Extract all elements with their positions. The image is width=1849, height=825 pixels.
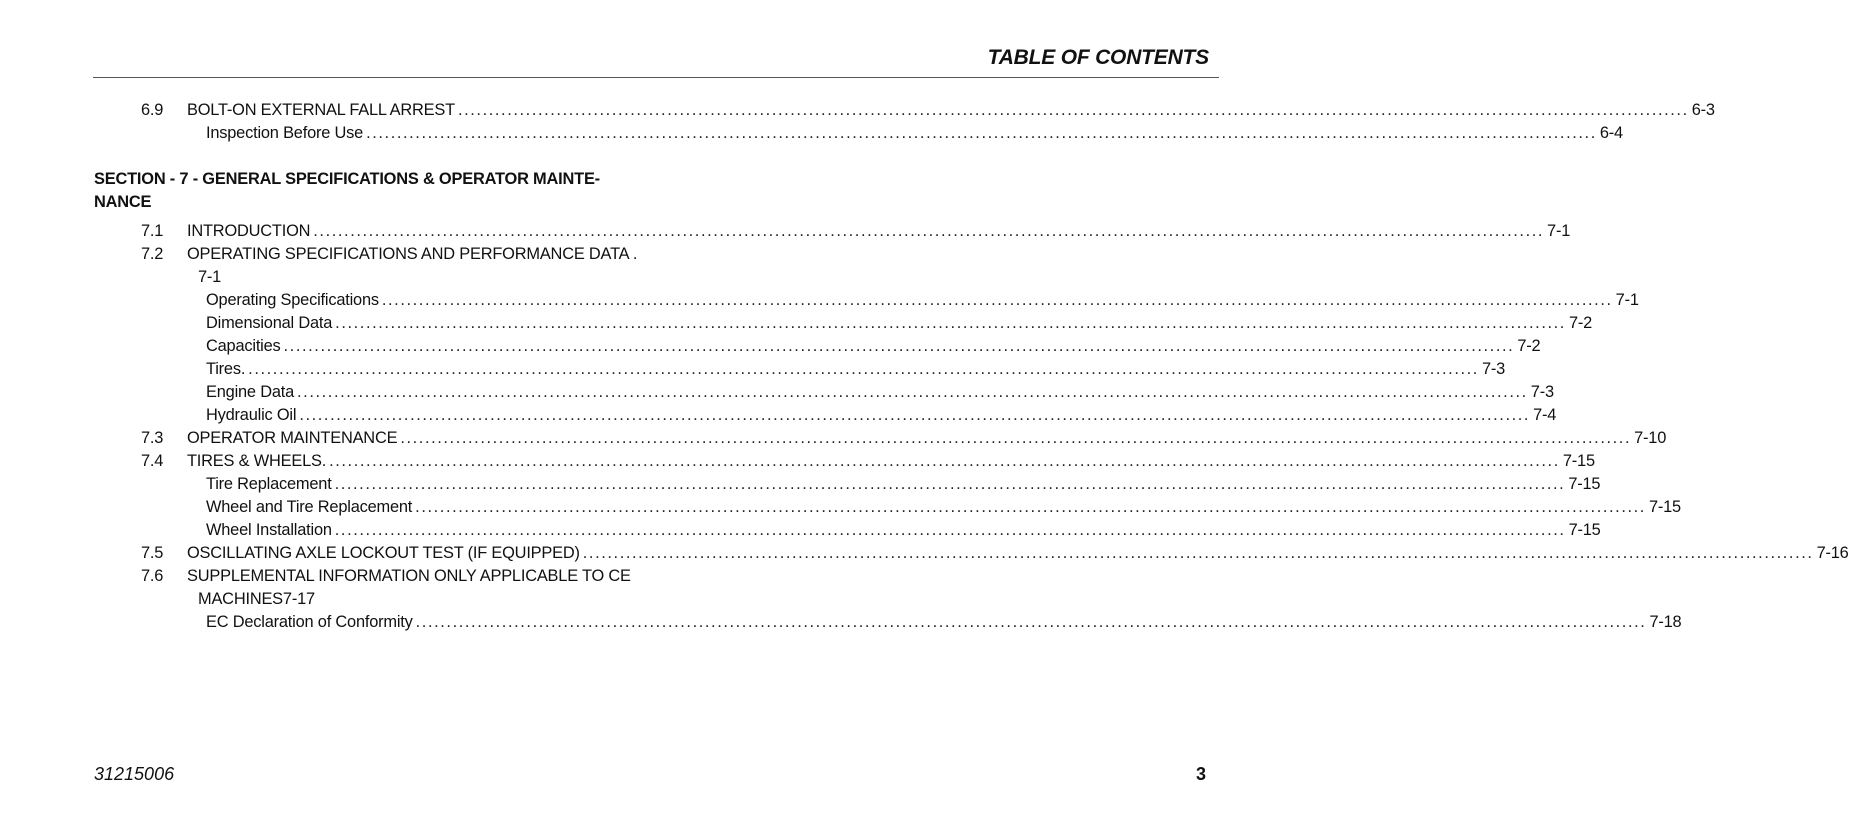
toc-subentry[interactable] xyxy=(94,473,1601,496)
toc-subentry[interactable] xyxy=(94,335,1541,358)
toc-entry-title: EC Declaration of Conformity xyxy=(206,613,413,631)
dot-leader: ........................................................................................................................................................................................................ xyxy=(582,544,1814,562)
toc-entry-page: 6-4 xyxy=(1599,124,1623,142)
toc-entry-number: 7.4 xyxy=(141,452,164,470)
toc-entry-continuation[interactable] xyxy=(94,266,639,289)
page-header-title: TABLE OF CONTENTS xyxy=(987,46,1209,69)
toc-entry-title-continuation: MACHINES7-17 xyxy=(198,590,315,608)
toc-entry-page: 7-16 xyxy=(1816,544,1849,562)
dot-leader: ........................................................................................................................................................................................................ xyxy=(334,521,1566,539)
toc-entry-number: 7.3 xyxy=(141,429,164,447)
toc-entry-page: 7-3 xyxy=(1481,360,1506,378)
dot-leader: ........................................................................................................................................................................................................ xyxy=(313,222,1545,240)
dot-leader: ........................................................................................................................................................................................................ xyxy=(415,498,1646,516)
toc-entry-title: INTRODUCTION xyxy=(187,222,311,240)
toc-entry-title: OPERATOR MAINTENANCE xyxy=(187,429,398,447)
toc-entry-title: Tire Replacement xyxy=(206,475,332,493)
toc-subentry[interactable] xyxy=(94,381,1554,404)
toc-entry-page: 7-15 xyxy=(1648,498,1681,516)
toc-subentry[interactable] xyxy=(94,404,1557,427)
toc-subentry[interactable] xyxy=(94,358,1506,381)
toc-entry-page: 7-10 xyxy=(1634,429,1667,447)
dot-leader: ........................................................................................................................................................................................................ xyxy=(283,337,1515,355)
toc-entry-title: Capacities xyxy=(206,337,281,355)
toc-entry[interactable] xyxy=(94,427,1667,450)
header-rule xyxy=(93,77,1219,78)
toc-entry-title: Operating Specifications xyxy=(206,291,379,309)
toc-subentry[interactable] xyxy=(94,289,1639,312)
toc-entry-page: 7-2 xyxy=(1568,314,1593,332)
table-of-contents xyxy=(94,99,1849,634)
toc-entry-page: 7-15 xyxy=(1562,452,1595,470)
toc-entry-title: Wheel Installation xyxy=(206,521,332,539)
toc-subentry[interactable] xyxy=(94,519,1601,542)
dot-leader: ........................................................................................................................................................................................................ xyxy=(457,101,1689,119)
toc-entry-title: BOLT-ON EXTERNAL FALL ARREST xyxy=(187,101,455,119)
toc-entry[interactable] xyxy=(94,565,639,588)
toc-entry-number: 7.2 xyxy=(141,245,164,263)
toc-entry-title: OSCILLATING AXLE LOCKOUT TEST (IF EQUIPPED) xyxy=(187,544,580,562)
toc-entry-title: Inspection Before Use xyxy=(206,124,364,142)
toc-entry[interactable] xyxy=(94,243,639,266)
toc-entry[interactable] xyxy=(94,450,1595,473)
toc-entry-title: SUPPLEMENTAL INFORMATION ONLY APPLICABLE TO CE xyxy=(187,567,631,585)
toc-entry-page: 6-3 xyxy=(1691,101,1715,119)
toc-entry-page: 7-3 xyxy=(1530,383,1554,401)
toc-entry-number: 7.5 xyxy=(141,544,164,562)
dot-leader: ........................................................................................................................................................................................................ xyxy=(381,291,1613,309)
toc-subentry[interactable] xyxy=(94,611,1682,634)
dot-leader: ........................................................................................................................................................................................................ xyxy=(329,452,1560,470)
toc-entry[interactable] xyxy=(94,542,1849,565)
dot-leader: ........................................................................................................................................................................................................ xyxy=(334,475,1566,493)
toc-entry-page: 7-1 xyxy=(1547,222,1571,240)
section-heading[interactable]: SECTION - 7 - GENERAL SPECIFICATIONS & OPERATOR MAINTE-NANCE xyxy=(94,170,600,211)
dot-leader: ........................................................................................................................................................................................................ xyxy=(335,314,1566,332)
toc-entry-number: 7.6 xyxy=(141,567,164,585)
toc-entry[interactable] xyxy=(94,99,1715,122)
toc-entry-page: 7-18 xyxy=(1649,613,1682,631)
toc-entry-page: 7-1 xyxy=(1615,291,1639,309)
document-number: 31215006 xyxy=(94,764,175,784)
toc-entry-continuation[interactable] xyxy=(94,588,639,611)
toc-entry-title: OPERATING SPECIFICATIONS AND PERFORMANCE DATA . xyxy=(187,245,638,263)
dot-leader: ........................................................................................................................................................................................................ xyxy=(248,360,1479,378)
dot-leader: ........................................................................................................................................................................................................ xyxy=(400,429,1632,447)
toc-entry-page: 7-4 xyxy=(1533,406,1557,424)
toc-entry-title: TIRES & WHEELS. xyxy=(187,452,327,470)
toc-entry-title: Engine Data xyxy=(206,383,295,401)
dot-leader: ........................................................................................................................................................................................................ xyxy=(299,406,1531,424)
dot-leader: ........................................................................................................................................................................................................ xyxy=(366,124,1597,142)
toc-entry-page: 7-15 xyxy=(1568,521,1601,539)
toc-entry-page: 7-1 xyxy=(198,268,222,286)
toc-entry-page: 7-15 xyxy=(1568,475,1601,493)
toc-subentry[interactable] xyxy=(94,122,1623,145)
toc-entry-title: Dimensional Data xyxy=(206,314,333,332)
toc-entry-number: 6.9 xyxy=(141,101,164,119)
toc-subentry[interactable] xyxy=(94,312,1593,335)
toc-entry-title: Wheel and Tire Replacement xyxy=(206,498,413,516)
toc-entry-page: 7-2 xyxy=(1517,337,1541,355)
toc-entry[interactable] xyxy=(94,220,1571,243)
toc-entry-title: Hydraulic Oil xyxy=(206,406,297,424)
toc-entry-title: Tires. xyxy=(206,360,246,378)
toc-entry-number: 7.1 xyxy=(141,222,164,240)
dot-leader: ........................................................................................................................................................................................................ xyxy=(297,383,1528,401)
page-number: 3 xyxy=(1195,764,1206,784)
dot-leader: ........................................................................................................................................................................................................ xyxy=(415,613,1647,631)
toc-subentry[interactable] xyxy=(94,496,1681,519)
